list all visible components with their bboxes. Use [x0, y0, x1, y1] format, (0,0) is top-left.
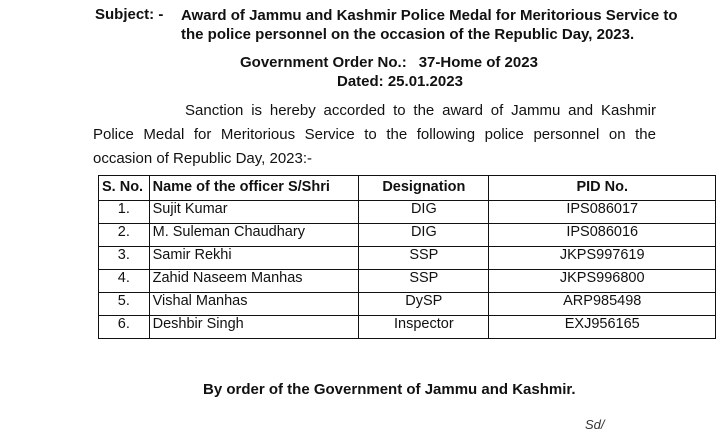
row-sno: 6. [99, 316, 150, 339]
table-row [99, 270, 716, 293]
sanction-paragraph: Sanction is hereby accorded to the award of Jammu and Kashmir Police Medal for Meritorious Service to the following police personnel on the occasion of Republic Day, 2023:- [93, 102, 656, 167]
header-sno: S. No. [99, 176, 150, 201]
table-row [99, 224, 716, 247]
government-order-number [240, 54, 538, 71]
order-number-value: 37-Home of 2023 [418, 54, 538, 71]
row-pid: ARP985498 [489, 293, 716, 316]
row-designation: Inspector [359, 316, 489, 339]
personnel-table [98, 175, 716, 339]
row-designation: SSP [359, 270, 489, 293]
row-pid: JKPS996800 [489, 270, 716, 293]
header-designation: Designation [359, 176, 489, 201]
order-date: Dated: 25.01.2023 [337, 73, 463, 90]
row-designation: DySP [359, 293, 489, 316]
row-name: M. Suleman Chaudhary [149, 224, 359, 247]
row-designation: DIG [359, 201, 489, 224]
row-pid: JKPS997619 [489, 247, 716, 270]
table-row [99, 293, 716, 316]
row-designation: SSP [359, 247, 489, 270]
row-name: Deshbir Singh [149, 316, 359, 339]
row-sno: 1. [99, 201, 150, 224]
row-pid: EXJ956165 [489, 316, 716, 339]
row-pid: IPS086017 [489, 201, 716, 224]
row-name: Samir Rekhi [149, 247, 359, 270]
subject-label: Subject: - [95, 6, 164, 23]
row-name: Zahid Naseem Manhas [149, 270, 359, 293]
row-sno: 3. [99, 247, 150, 270]
row-designation: DIG [359, 224, 489, 247]
table-header-row [99, 176, 716, 201]
row-name: Sujit Kumar [149, 201, 359, 224]
row-pid: IPS086016 [489, 224, 716, 247]
order-label: Government Order No.: [240, 54, 407, 71]
header-pid: PID No. [489, 176, 716, 201]
footer-authority: By order of the Government of Jammu and Kashmir. [203, 381, 576, 398]
header-name: Name of the officer S/Shri [149, 176, 359, 201]
table-row [99, 316, 716, 339]
subject-text: Award of Jammu and Kashmir Police Medal for Meritorious Service to the police personnel on the occasion of the Republic Day, 2023. [181, 7, 678, 43]
table-row [99, 201, 716, 224]
signature-mark: Sd/ [585, 417, 605, 432]
row-sno: 5. [99, 293, 150, 316]
row-sno: 2. [99, 224, 150, 247]
row-sno: 4. [99, 270, 150, 293]
row-name: Vishal Manhas [149, 293, 359, 316]
table-row [99, 247, 716, 270]
